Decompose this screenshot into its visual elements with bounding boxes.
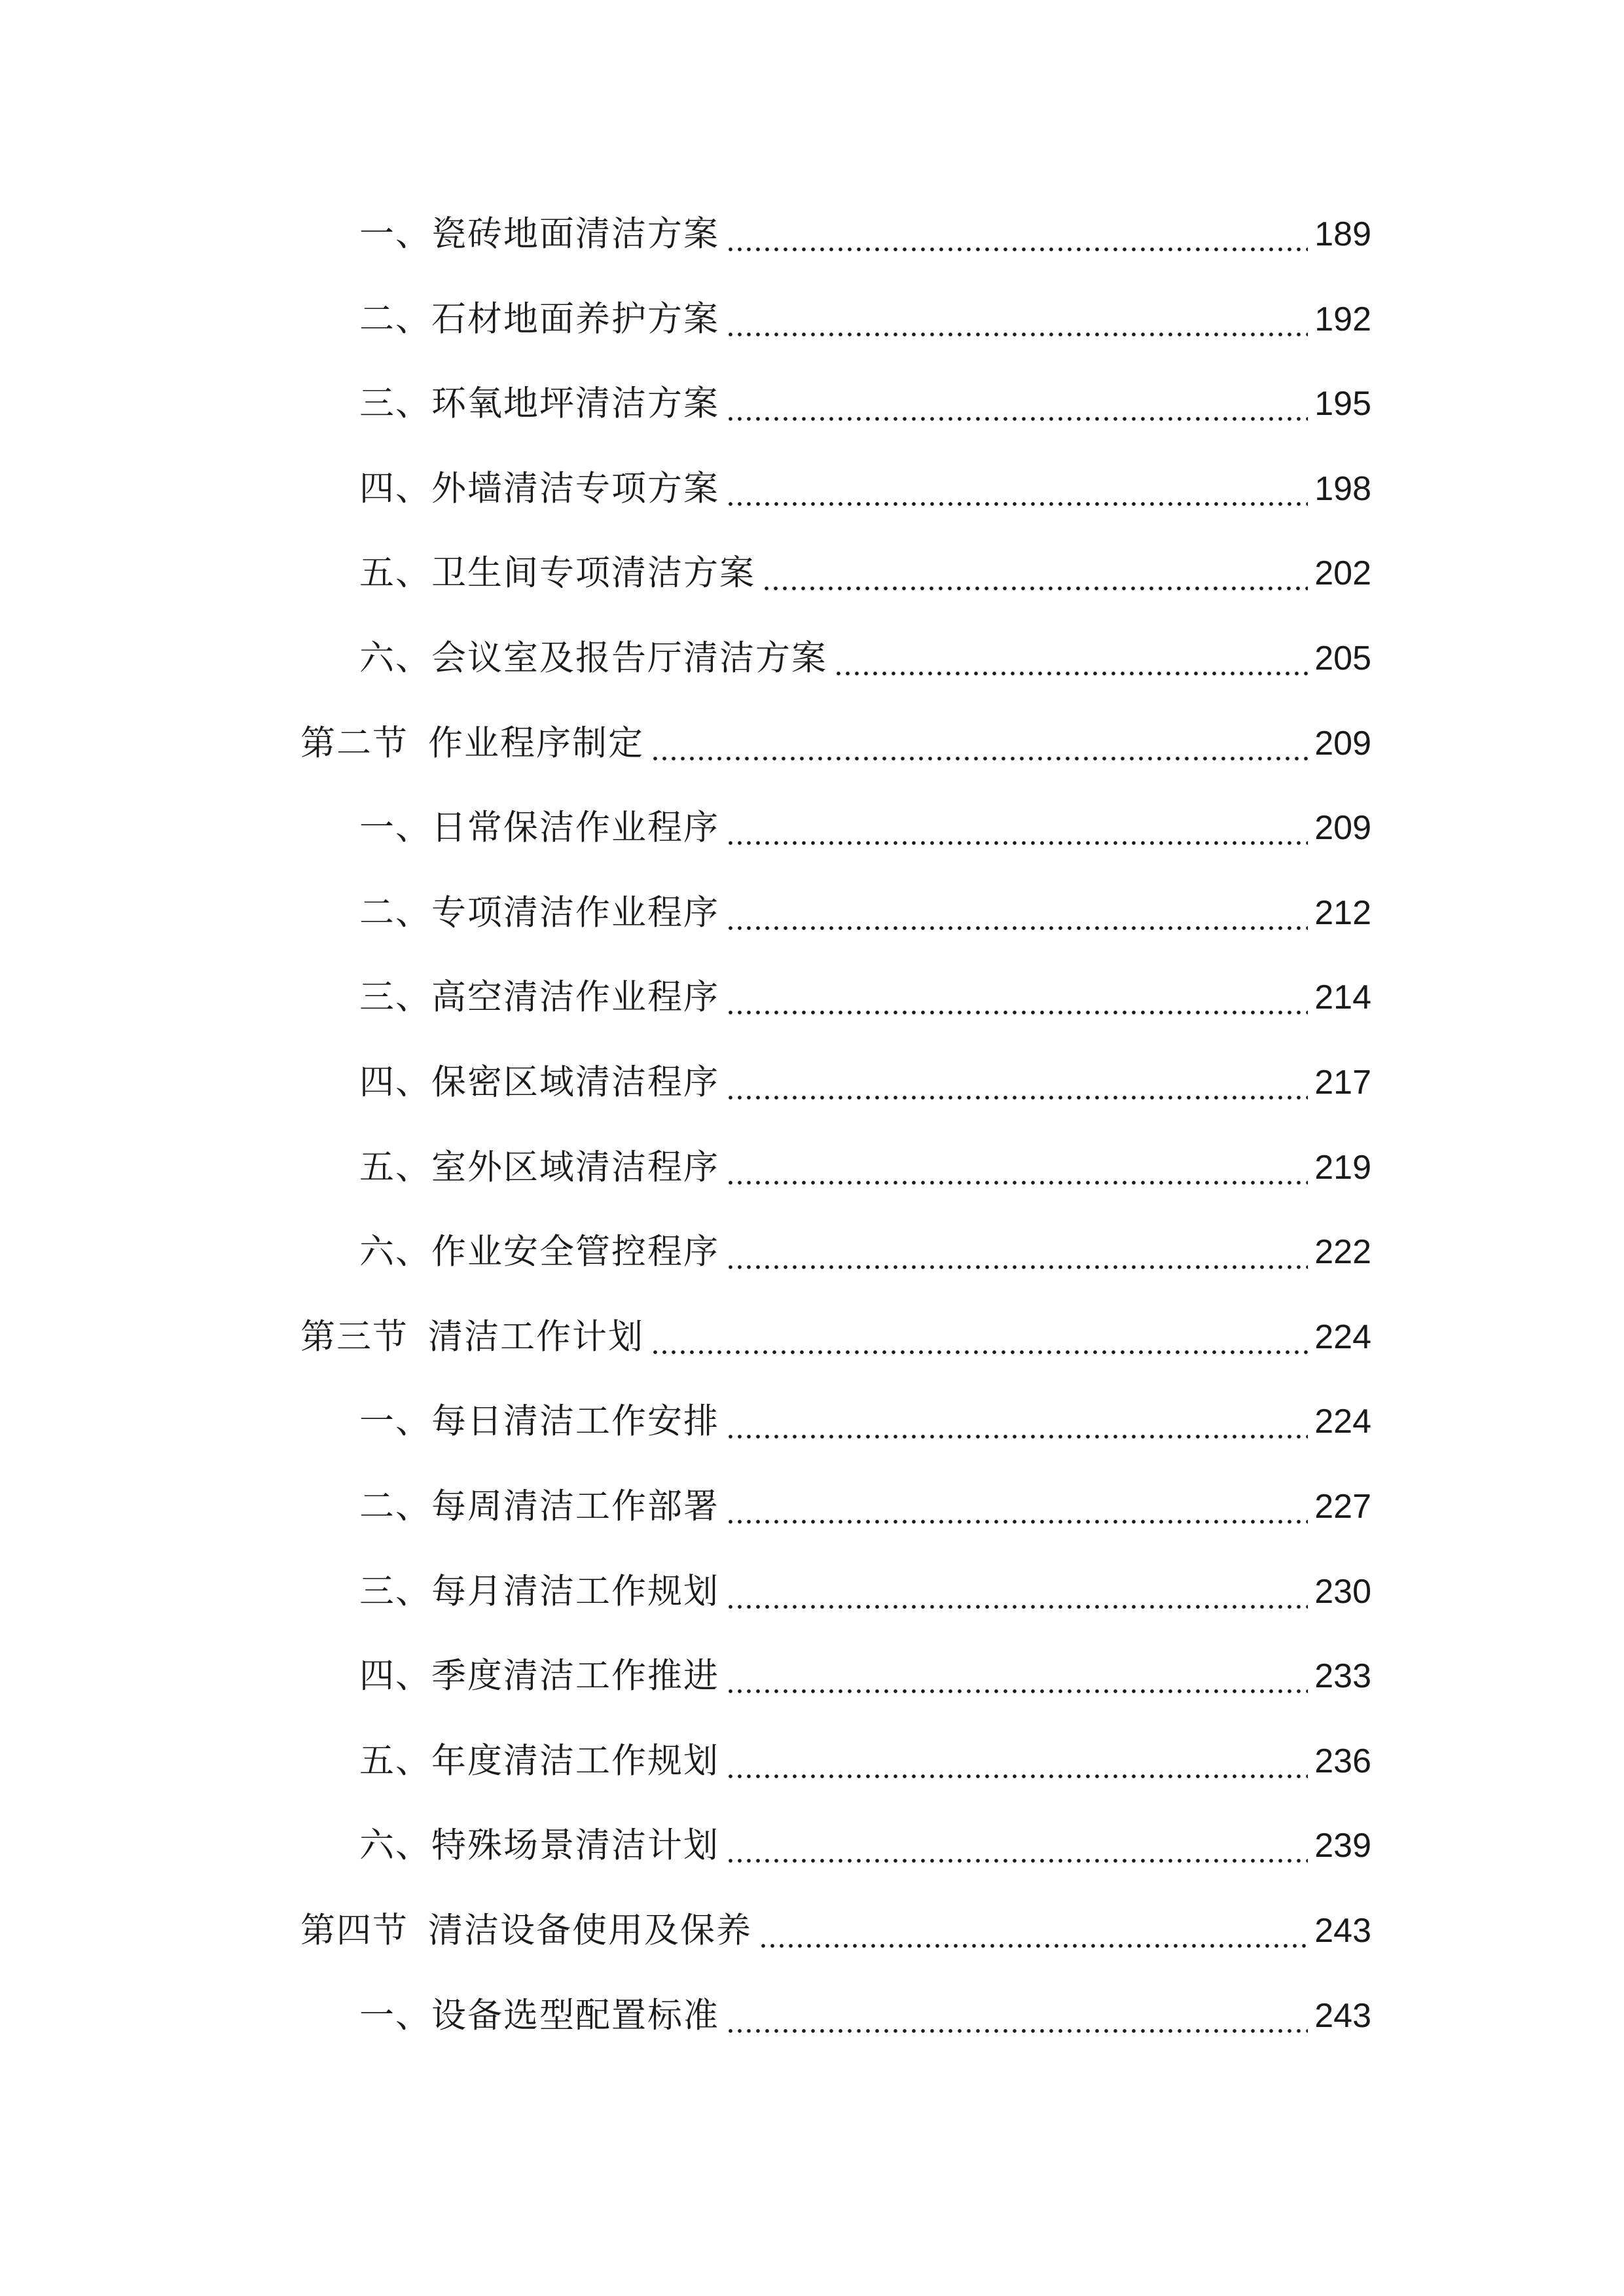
toc-section-number: 第四节: [300, 1910, 408, 1950]
toc-subsection-entry[interactable]: [0, 1480, 1624, 1533]
toc-page-number: 205: [1314, 639, 1371, 677]
dot-leader: [726, 1566, 1308, 1618]
toc-entry-title: 三、环氧地坪清洁方案: [359, 384, 719, 424]
dot-leader: [834, 632, 1308, 685]
toc-subsection-entry[interactable]: [0, 378, 1624, 430]
toc-page-number: 214: [1314, 978, 1371, 1017]
toc-page-number: 209: [1314, 809, 1371, 848]
toc-page-number: 227: [1314, 1488, 1371, 1526]
toc-entry-title: 六、特殊场景清洁计划: [359, 1825, 719, 1866]
toc-page-number: 217: [1314, 1064, 1371, 1102]
toc-page-number: 224: [1314, 1318, 1371, 1356]
toc-entry-title: 二、专项清洁作业程序: [359, 892, 719, 933]
dot-leader: [726, 1650, 1308, 1702]
toc-entry-title: [300, 717, 644, 770]
dot-leader: [726, 1056, 1308, 1109]
toc-subsection-entry[interactable]: [0, 293, 1624, 346]
dot-leader: [759, 1905, 1308, 1957]
dot-leader: [726, 802, 1308, 854]
toc-entry-title: 一、瓷砖地面清洁方案: [359, 214, 719, 254]
toc-entry-title: 四、季度清洁工作推进: [359, 1656, 719, 1696]
toc-subsection-entry[interactable]: [0, 1056, 1624, 1109]
toc-section-entry[interactable]: [0, 1905, 1624, 1957]
dot-leader: [726, 887, 1308, 939]
dot-leader: [726, 463, 1308, 515]
toc-entry-title: 六、作业安全管控程序: [359, 1232, 719, 1272]
toc-page-number: 219: [1314, 1148, 1371, 1187]
dot-leader: [651, 1311, 1308, 1363]
toc-entry-title: 五、年度清洁工作规划: [359, 1740, 719, 1781]
toc-page-number: 239: [1314, 1827, 1371, 1865]
toc-subsection-entry[interactable]: [0, 802, 1624, 854]
toc-subsection-entry[interactable]: [0, 547, 1624, 600]
dot-leader: [726, 208, 1308, 260]
toc-page-number: 236: [1314, 1742, 1371, 1780]
toc-entry-title: 三、高空清洁作业程序: [359, 977, 719, 1018]
toc-page-number: 222: [1314, 1233, 1371, 1272]
toc-page-number: 189: [1314, 215, 1371, 253]
dot-leader: [726, 1735, 1308, 1787]
toc-entry-title: 二、每周清洁工作部署: [359, 1486, 719, 1526]
toc-subsection-entry[interactable]: [0, 887, 1624, 939]
dot-leader: [726, 1226, 1308, 1278]
toc-subsection-entry[interactable]: [0, 1650, 1624, 1702]
toc-section-number: 第二节: [300, 723, 408, 763]
toc-entry-title: [300, 1311, 644, 1363]
dot-leader: [726, 1480, 1308, 1533]
toc-page-number: 198: [1314, 469, 1371, 508]
toc-section-entry[interactable]: [0, 717, 1624, 770]
toc-subsection-entry[interactable]: [0, 971, 1624, 1024]
toc-entry-title: 四、外墙清洁专项方案: [359, 468, 719, 509]
toc-entry-title: 一、设备选型配置标准: [359, 1995, 719, 2036]
toc-subsection-entry[interactable]: [0, 1141, 1624, 1194]
dot-leader: [726, 1141, 1308, 1194]
dot-leader: [726, 1820, 1308, 1872]
toc-page-number: 202: [1314, 554, 1371, 593]
dot-leader: [651, 717, 1308, 770]
toc-entry-title: 三、每月清洁工作规划: [359, 1571, 719, 1611]
toc-section-title: 作业程序制定: [428, 723, 644, 763]
dot-leader: [726, 1395, 1308, 1448]
dot-leader: [726, 293, 1308, 346]
toc-page-number: 233: [1314, 1657, 1371, 1696]
toc-page-number: 230: [1314, 1572, 1371, 1611]
toc-subsection-entry[interactable]: [0, 1735, 1624, 1787]
toc-entry-title: 五、室外区域清洁程序: [359, 1147, 719, 1187]
toc-section-title: 清洁工作计划: [428, 1316, 644, 1357]
dot-leader: [726, 378, 1308, 430]
dot-leader: [726, 971, 1308, 1024]
toc-subsection-entry[interactable]: [0, 1990, 1624, 2042]
toc-page-number: 195: [1314, 385, 1371, 423]
toc-section-title: 清洁设备使用及保养: [428, 1910, 752, 1950]
toc-subsection-entry[interactable]: [0, 1395, 1624, 1448]
toc-subsection-entry[interactable]: [0, 632, 1624, 685]
dot-leader: [726, 1990, 1308, 2042]
toc-page-number: 192: [1314, 300, 1371, 338]
toc-page-number: 243: [1314, 1996, 1371, 2035]
toc-subsection-entry[interactable]: [0, 1226, 1624, 1278]
toc-entry-title: 六、会议室及报告厅清洁方案: [359, 638, 827, 678]
toc-section-entry[interactable]: [0, 1311, 1624, 1363]
toc-page-number: 212: [1314, 893, 1371, 932]
toc-entry-title: 二、石材地面养护方案: [359, 298, 719, 339]
toc-page-number: 224: [1314, 1403, 1371, 1441]
toc-entry-title: 五、卫生间专项清洁方案: [359, 553, 755, 594]
toc-entry-title: 一、日常保洁作业程序: [359, 808, 719, 848]
toc-page-number: 243: [1314, 1912, 1371, 1950]
toc-page-number: 209: [1314, 724, 1371, 762]
toc-entry-title: 一、每日清洁工作安排: [359, 1401, 719, 1442]
toc-subsection-entry[interactable]: [0, 1820, 1624, 1872]
toc-subsection-entry[interactable]: [0, 208, 1624, 260]
toc-section-number: 第三节: [300, 1316, 408, 1357]
toc-entry-title: [300, 1905, 752, 1957]
dot-leader: [762, 547, 1308, 600]
toc-subsection-entry[interactable]: [0, 1566, 1624, 1618]
toc-entry-title: 四、保密区域清洁程序: [359, 1062, 719, 1102]
toc-subsection-entry[interactable]: [0, 463, 1624, 515]
